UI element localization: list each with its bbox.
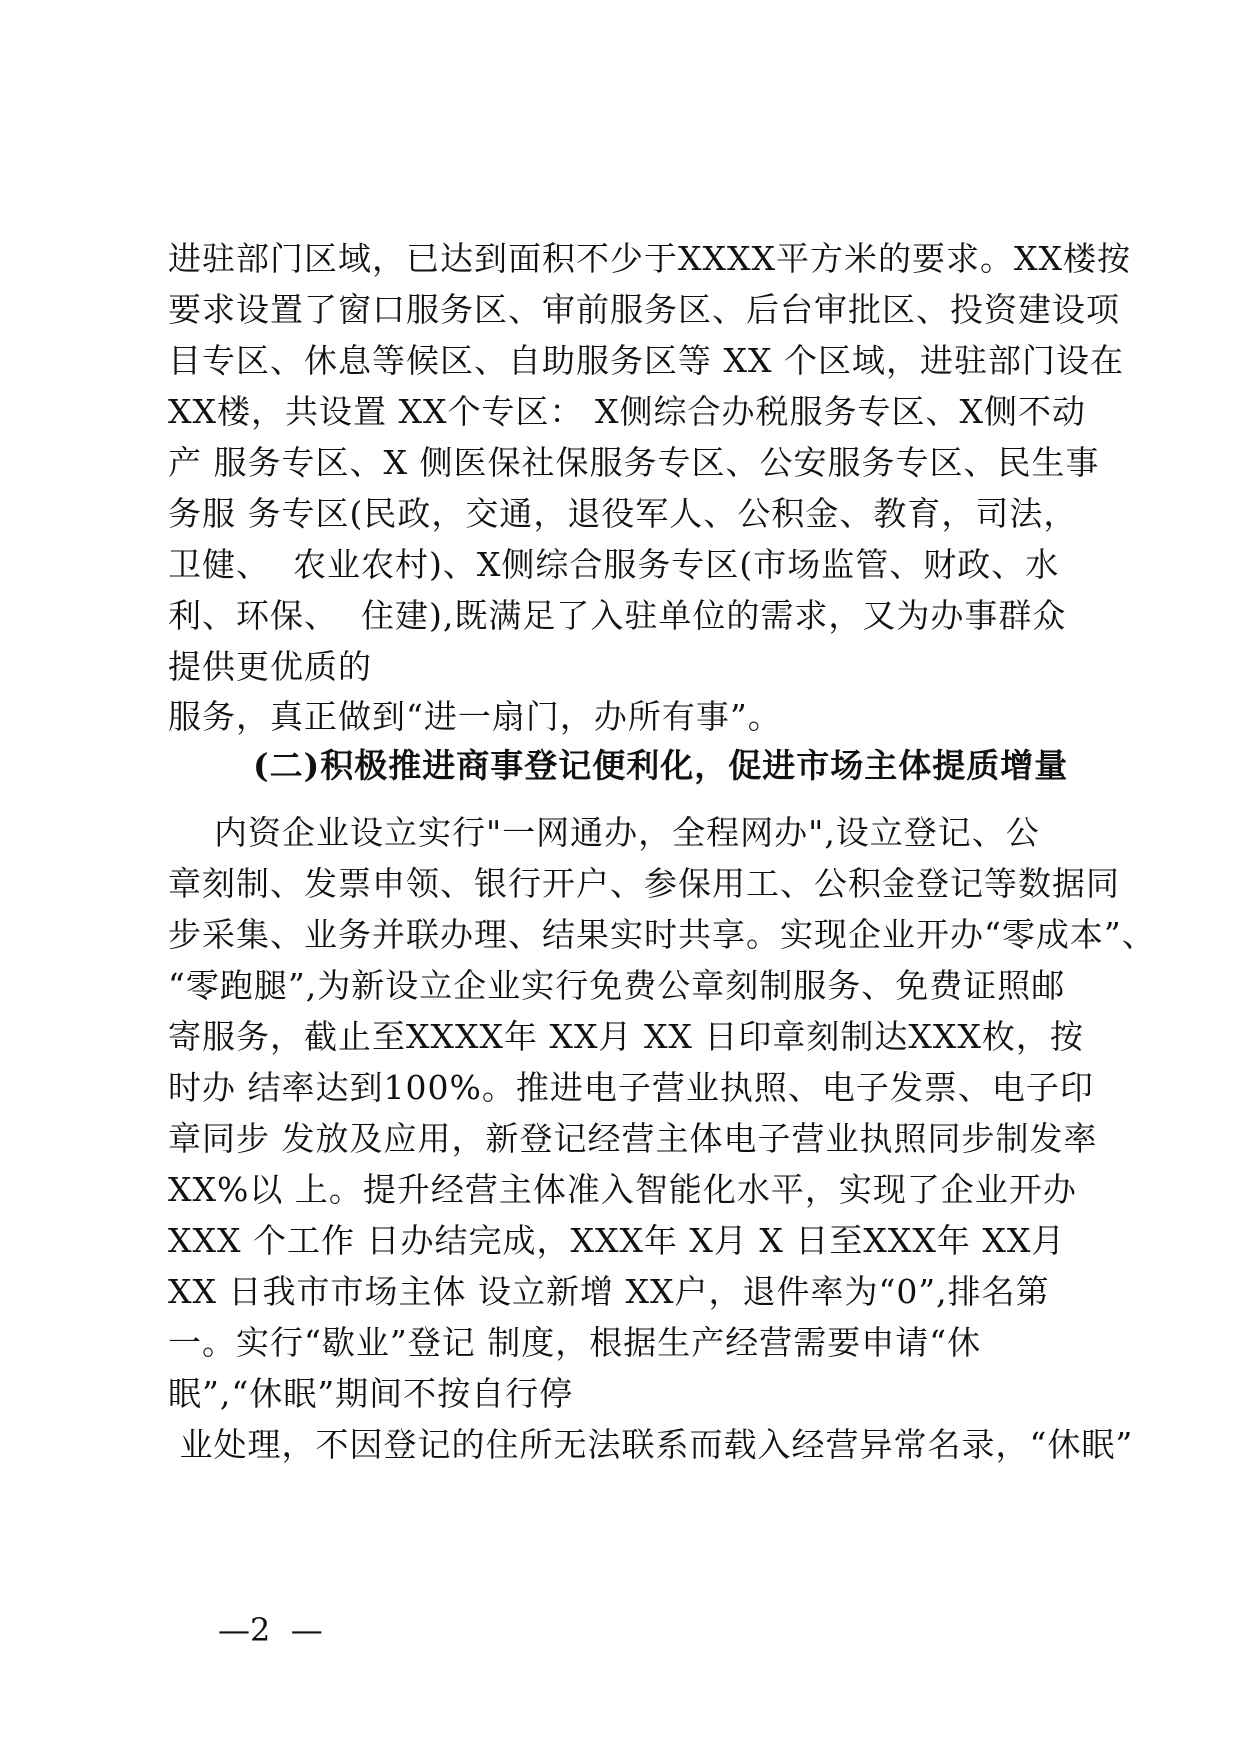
paragraph-2-line-6: 时办 结率达到100%。推进电子营业执照、电子发票、电子印 [168,1068,1094,1107]
paragraph-1-line-1: 进驻部门区域，已达到面积不少于XXXX平方米的要求。XX楼按 [168,239,1131,278]
paragraph-1-line-2: 要求设置了窗口服务区、审前服务区、后台审批区、投资建设项 [168,290,1120,329]
paragraph-2-line-2: 章刻制、发票申领、银行开户、参保用工、公积金登记等数据同 [168,864,1120,903]
paragraph-1-line-9: 提供更优质的 [168,647,372,686]
paragraph-2-line-13: 业处理，不因登记的住所无法联系而载入经营异常名录，“休眠” [168,1425,1134,1464]
paragraph-1-line-5: 产 服务专区、X 侧医保社保服务专区、公安服务专区、民生事 [168,443,1100,482]
paragraph-2-line-12: 眠”,“休眠”期间不按自行停 [168,1374,574,1413]
paragraph-1-line-8: 利、环保、 住建),既满足了入驻单位的需求，又为办事群众 [168,596,1067,635]
paragraph-1-line-10: 服务，真正做到“进一扇门，办所有事”。 [168,697,782,736]
paragraph-2-line-4: “零跑腿”,为新设立企业实行免费公章刻制服务、免费证照邮 [168,966,1066,1005]
paragraph-2-line-8: XX%以 上。提升经营主体准入智能化水平，实现了企业开办 [168,1170,1077,1209]
paragraph-2-line-11: 一。实行“歇业”登记 制度，根据生产经营需要申请“休 [168,1323,982,1362]
paragraph-2-line-9: XXX 个工作 日办结完成，XXX年 X月 X 日至XXX年 XX月 [168,1221,1066,1260]
paragraph-1-line-3: 目专区、休息等候区、自助服务区等 XX 个区域，进驻部门设在 [168,341,1124,380]
paragraph-2-line-10: XX 日我市市场主体 设立新增 XX户，退件率为“0”,排名第 [168,1272,1050,1311]
paragraph-2-line-3: 步采集、业务并联办理、结果实时共享。实现企业开办“零成本”、 [168,915,1156,954]
paragraph-1-line-6: 务服 务专区(民政，交通，退役军人、公积金、教育，司法， [168,494,1078,533]
section-heading: (二)积极推进商事登记便利化，促进市场主体提质增量 [253,746,1069,785]
paragraph-2-line-7: 章同步 发放及应用，新登记经营主体电子营业执照同步制发率 [168,1119,1098,1158]
paragraph-2-line-5: 寄服务，截止至XXXX年 XX月 XX 日印章刻制达XXX枚，按 [168,1017,1084,1056]
paragraph-2-line-1: 内资企业设立实行"一网通办，全程网办",设立登记、公 [168,813,1040,852]
paragraph-1-line-7: 卫健、 农业农村)、X侧综合服务专区(市场监管、财政、水 [168,545,1060,584]
page-number: —2 — [218,1611,323,1649]
paragraph-1-line-4: XX楼，共设置 XX个专区： X侧综合办税服务专区、X侧不动 [168,392,1086,431]
